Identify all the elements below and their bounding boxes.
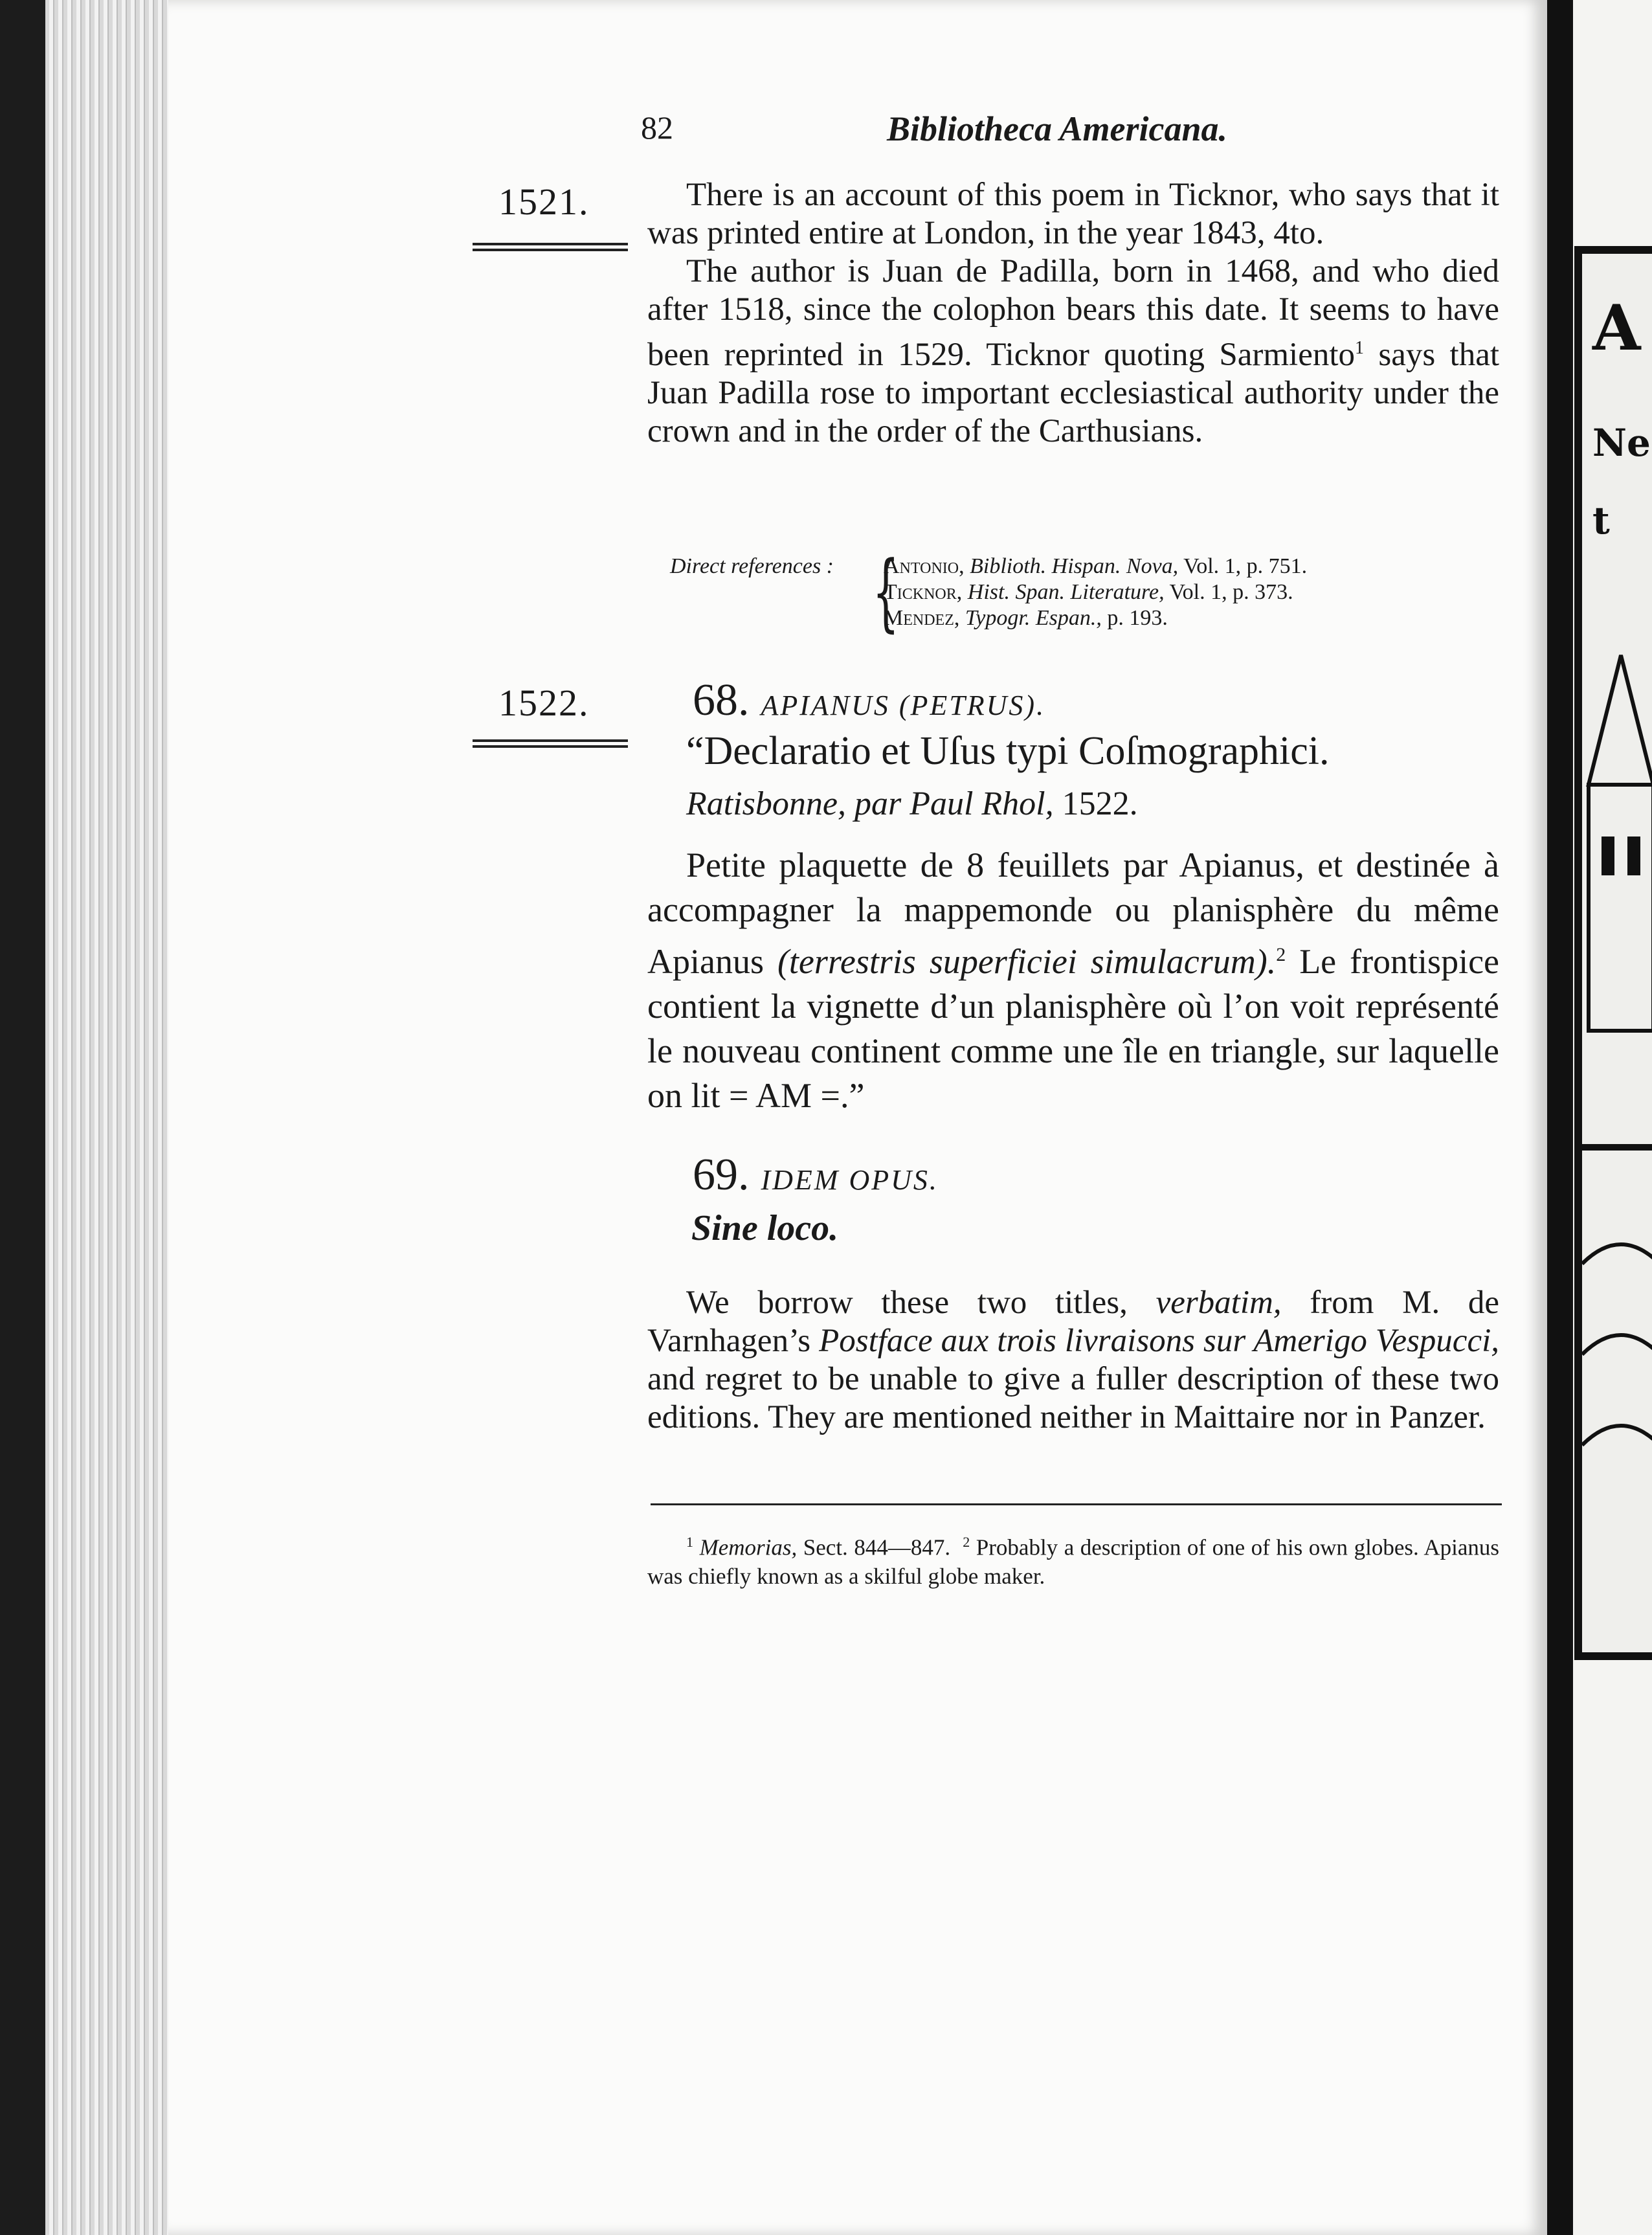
reference-author: Ticknor,: [884, 580, 963, 604]
desc-text-rest: Le frontispice contient la vignette d’un planisphère où l’on voit représenté le nouveau continent comme une île en triangle, sur laquelle on lit = AM =.”: [647, 942, 1500, 1115]
footnote-1-location: Sect. 844—847.: [797, 1534, 951, 1560]
note-italic-1: verbatim,: [1155, 1285, 1282, 1321]
reference-work: Hist. Span. Literature,: [967, 580, 1165, 604]
item-69-note: [647, 1284, 1499, 1437]
entry-1521-text: [647, 176, 1499, 451]
note-text-2: from M. de Varnhagen’s: [647, 1285, 1500, 1359]
references-list: [884, 554, 1307, 631]
facing-glyph-2: Ne: [1592, 421, 1651, 465]
item-68-desc-para: [647, 843, 1499, 1118]
reference-location: Vol. 1, p. 751.: [1183, 554, 1308, 578]
footnote-1-mark: 1: [686, 1534, 693, 1550]
footnote-2-mark: 2: [963, 1534, 970, 1550]
footnote-1-work: Memorias,: [699, 1534, 798, 1560]
reference-location: p. 193.: [1107, 606, 1168, 630]
entry-1521-para-2: [647, 253, 1499, 451]
references-label: Direct references :: [670, 554, 834, 578]
reference-work: Biblioth. Hispan. Nova,: [970, 554, 1179, 578]
page-number: 82: [641, 109, 673, 146]
desc-text: Petite plaquette de 8 feuillets par Apianus, et destinée à accompagner la mappemonde ou planisphère du même Apianus: [647, 846, 1499, 981]
date-rule-1522: [473, 739, 628, 748]
page-stack-edges: [45, 0, 168, 2235]
footnote-2-text: Probably a description of one of his own globes. Apianus was chiefly known as a skilful globe maker.: [647, 1534, 1500, 1589]
note-text-3: and regret to be unable to give a fuller description of these two editions. They are mentioned neither in Maittaire nor in Panzer.: [647, 1361, 1499, 1435]
item-69-title: IDEM OPUS.: [761, 1164, 939, 1196]
brace-icon: {: [872, 543, 900, 641]
item-69-imprint: Sine loco.: [691, 1208, 839, 1248]
item-68-imprint: [686, 785, 1138, 823]
reference-item: [884, 579, 1307, 605]
footnote-rule: [651, 1503, 1502, 1505]
para-2-text-rest: says that Juan Padilla rose to important ecclesiastical authority under the crown and in the order of the Carthusians.: [647, 337, 1500, 449]
gutter-shadow: [1547, 0, 1573, 2235]
imprint-year: 1522.: [1053, 785, 1138, 822]
entry-1521-para-1: There is an account of this poem in Ticknor, who says that it was printed entire at London, in the year 1843, 4to.: [647, 177, 1499, 251]
reference-item: [884, 554, 1307, 579]
desc-italic: (terrestris superficiei simulacrum).: [777, 942, 1277, 981]
item-69-number: 69.: [693, 1150, 750, 1200]
reference-work: Typogr. Espan.,: [965, 606, 1102, 630]
reference-location: Vol. 1, p. 373.: [1169, 580, 1293, 604]
imprint-place: Ratisbonne, par Paul Rhol,: [686, 785, 1054, 822]
item-68-title: “Declaratio et Uſus typi Coſmographici.: [686, 729, 1330, 773]
item-68-author: APIANUS (PETRUS).: [761, 690, 1046, 721]
note-italic-2: Postface aux trois livraisons sur Amerigo Vespucci,: [819, 1323, 1499, 1359]
footnote-ref-2: 2: [1276, 944, 1286, 965]
footnote-para: [647, 1528, 1499, 1591]
running-title: Bibliotheca Americana.: [887, 109, 1227, 148]
facing-glyph-1: A: [1592, 291, 1641, 365]
reference-item: [884, 605, 1307, 631]
date-rule-1521: [473, 243, 628, 251]
note-text: We borrow these two titles,: [686, 1285, 1156, 1321]
reference-author: Mendez,: [884, 606, 960, 630]
footnote-ref-1: 1: [1355, 338, 1365, 358]
footnotes: [647, 1528, 1499, 1591]
item-68-description: [647, 843, 1499, 1118]
item-69-note-para: [647, 1284, 1499, 1437]
item-69-heading: [693, 1149, 939, 1201]
book-edge-shadow: [0, 0, 45, 2235]
facing-glyph-3: t: [1592, 499, 1610, 543]
item-68-heading: [693, 675, 1045, 726]
reference-author: Antonio,: [884, 554, 965, 578]
facing-page-sliver: [1547, 0, 1652, 2235]
marginal-date-1522: 1522.: [498, 682, 590, 724]
item-68-number: 68.: [693, 675, 750, 725]
marginal-date-1521: 1521.: [498, 181, 590, 223]
running-header: [641, 109, 1652, 161]
para-2-text: The author is Juan de Padilla, born in 1468, and who died after 1518, since the colophon bears this date. It seems to have been reprinted in 1529. Ticknor quoting Sarmiento: [647, 253, 1499, 373]
